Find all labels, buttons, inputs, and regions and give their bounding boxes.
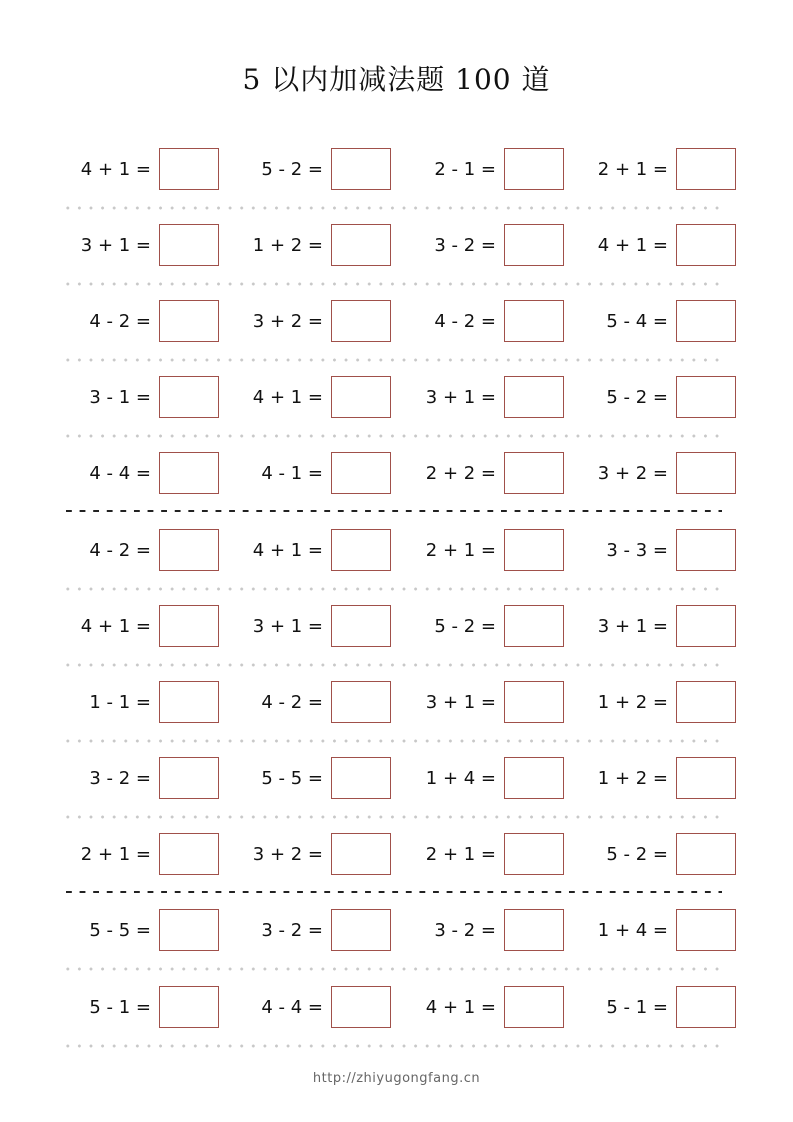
problem-item <box>414 452 564 496</box>
dotted-divider <box>62 1044 726 1048</box>
answer-box[interactable] <box>504 224 564 266</box>
problem-row <box>0 376 793 420</box>
equation-text: 5 - 2 = <box>606 387 668 408</box>
equation-text: 5 - 1 = <box>89 997 151 1018</box>
answer-box[interactable] <box>504 452 564 494</box>
equation-text: 1 - 1 = <box>89 692 151 713</box>
answer-box[interactable] <box>331 376 391 418</box>
problem-item <box>414 529 564 573</box>
problem-item <box>69 452 219 496</box>
answer-box[interactable] <box>676 529 736 571</box>
dashed-divider <box>66 510 722 512</box>
problem-item <box>414 909 564 953</box>
problem-item <box>69 605 219 649</box>
equation-text: 4 + 1 = <box>252 540 323 561</box>
dotted-divider <box>62 434 726 438</box>
equation-text: 4 - 1 = <box>261 463 323 484</box>
equation-text: 1 + 4 = <box>425 768 496 789</box>
problem-row <box>0 224 793 268</box>
problem-item <box>414 833 564 877</box>
problem-item <box>414 757 564 801</box>
equation-text: 3 - 2 = <box>434 920 496 941</box>
problem-item <box>586 224 736 268</box>
problem-item <box>69 986 219 1030</box>
problem-item <box>69 224 219 268</box>
equation-text: 3 - 2 = <box>89 768 151 789</box>
problem-item <box>586 986 736 1030</box>
problem-row <box>0 529 793 573</box>
equation-text: 1 + 2 = <box>597 692 668 713</box>
answer-box[interactable] <box>331 681 391 723</box>
answer-box[interactable] <box>159 148 219 190</box>
answer-box[interactable] <box>331 452 391 494</box>
equation-text: 1 + 4 = <box>597 920 668 941</box>
equation-text: 2 + 1 = <box>425 844 496 865</box>
answer-box[interactable] <box>504 529 564 571</box>
answer-box[interactable] <box>159 529 219 571</box>
equation-text: 4 - 4 = <box>89 463 151 484</box>
answer-box[interactable] <box>159 452 219 494</box>
answer-box[interactable] <box>159 909 219 951</box>
problem-item <box>586 452 736 496</box>
answer-box[interactable] <box>676 148 736 190</box>
problem-item <box>69 300 219 344</box>
answer-box[interactable] <box>159 605 219 647</box>
problem-item <box>414 224 564 268</box>
equation-text: 1 + 2 = <box>252 235 323 256</box>
problem-item <box>241 376 391 420</box>
answer-box[interactable] <box>676 833 736 875</box>
equation-text: 4 + 1 = <box>80 616 151 637</box>
answer-box[interactable] <box>504 986 564 1028</box>
answer-box[interactable] <box>331 909 391 951</box>
problem-item <box>586 605 736 649</box>
answer-box[interactable] <box>676 300 736 342</box>
problem-item <box>414 300 564 344</box>
problem-item <box>414 605 564 649</box>
answer-box[interactable] <box>504 833 564 875</box>
problem-item <box>241 605 391 649</box>
equation-text: 3 + 2 = <box>252 311 323 332</box>
dotted-divider <box>62 739 726 743</box>
answer-box[interactable] <box>331 605 391 647</box>
problem-item <box>69 757 219 801</box>
problem-item <box>241 681 391 725</box>
problem-row <box>0 148 793 192</box>
answer-box[interactable] <box>159 681 219 723</box>
equation-text: 3 + 1 = <box>80 235 151 256</box>
equation-text: 4 - 2 = <box>261 692 323 713</box>
equation-text: 5 - 2 = <box>261 159 323 180</box>
answer-box[interactable] <box>504 376 564 418</box>
problem-item <box>414 681 564 725</box>
answer-box[interactable] <box>159 986 219 1028</box>
dotted-divider <box>62 815 726 819</box>
answer-box[interactable] <box>504 300 564 342</box>
equation-text: 4 - 2 = <box>89 311 151 332</box>
equation-text: 5 - 2 = <box>434 616 496 637</box>
answer-box[interactable] <box>159 757 219 799</box>
equation-text: 4 - 2 = <box>89 540 151 561</box>
problem-row <box>0 757 793 801</box>
equation-text: 3 + 2 = <box>597 463 668 484</box>
problem-item <box>414 986 564 1030</box>
answer-box[interactable] <box>504 757 564 799</box>
equation-text: 2 + 1 = <box>597 159 668 180</box>
equation-text: 4 + 1 = <box>252 387 323 408</box>
answer-box[interactable] <box>159 376 219 418</box>
equation-text: 3 - 2 = <box>261 920 323 941</box>
problem-item <box>241 909 391 953</box>
problem-item <box>69 681 219 725</box>
equation-text: 3 + 1 = <box>597 616 668 637</box>
equation-text: 4 + 1 = <box>425 997 496 1018</box>
problem-item <box>69 376 219 420</box>
equation-text: 2 + 2 = <box>425 463 496 484</box>
answer-box[interactable] <box>504 148 564 190</box>
answer-box[interactable] <box>331 224 391 266</box>
equation-text: 3 + 1 = <box>425 387 496 408</box>
equation-text: 3 - 3 = <box>606 540 668 561</box>
answer-box[interactable] <box>676 605 736 647</box>
equation-text: 4 - 2 = <box>434 311 496 332</box>
equation-text: 3 + 1 = <box>425 692 496 713</box>
dashed-divider <box>66 891 722 893</box>
problem-item <box>241 452 391 496</box>
answer-box[interactable] <box>676 986 736 1028</box>
answer-box[interactable] <box>331 529 391 571</box>
problem-item <box>414 376 564 420</box>
equation-text: 4 - 4 = <box>261 997 323 1018</box>
dotted-divider <box>62 206 726 210</box>
equation-text: 3 + 2 = <box>252 844 323 865</box>
equation-text: 2 + 1 = <box>80 844 151 865</box>
answer-box[interactable] <box>504 909 564 951</box>
answer-box[interactable] <box>159 300 219 342</box>
problem-item <box>586 529 736 573</box>
problem-item <box>241 986 391 1030</box>
problem-item <box>586 300 736 344</box>
page-title: 5 以内加减法题 100 道 <box>242 63 551 96</box>
dotted-divider <box>62 663 726 667</box>
equation-text: 3 - 2 = <box>434 235 496 256</box>
problem-row <box>0 300 793 344</box>
problem-row <box>0 605 793 649</box>
equation-text: 3 + 1 = <box>252 616 323 637</box>
equation-text: 5 - 1 = <box>606 997 668 1018</box>
answer-box[interactable] <box>676 376 736 418</box>
equation-text: 2 + 1 = <box>425 540 496 561</box>
problem-item <box>69 833 219 877</box>
problem-item <box>586 681 736 725</box>
equation-text: 3 - 1 = <box>89 387 151 408</box>
equation-text: 4 + 1 = <box>597 235 668 256</box>
answer-box[interactable] <box>331 833 391 875</box>
equation-text: 5 - 5 = <box>261 768 323 789</box>
problem-item <box>586 909 736 953</box>
problem-item <box>241 148 391 192</box>
problem-item <box>241 300 391 344</box>
problem-item <box>586 833 736 877</box>
problem-item <box>586 376 736 420</box>
dotted-divider <box>62 967 726 971</box>
answer-box[interactable] <box>331 148 391 190</box>
answer-box[interactable] <box>676 224 736 266</box>
problem-item <box>69 529 219 573</box>
answer-box[interactable] <box>504 605 564 647</box>
equation-text: 5 - 5 = <box>89 920 151 941</box>
equation-text: 4 + 1 = <box>80 159 151 180</box>
equation-text: 1 + 2 = <box>597 768 668 789</box>
problem-item <box>241 757 391 801</box>
footer-url: http://zhiyugongfang.cn <box>312 1071 481 1086</box>
equation-text: 5 - 2 = <box>606 844 668 865</box>
problem-row <box>0 986 793 1030</box>
answer-box[interactable] <box>159 833 219 875</box>
equation-text: 5 - 4 = <box>606 311 668 332</box>
answer-box[interactable] <box>676 757 736 799</box>
problem-item <box>414 148 564 192</box>
problem-row <box>0 452 793 496</box>
problem-item <box>241 833 391 877</box>
answer-box[interactable] <box>676 909 736 951</box>
answer-box[interactable] <box>331 757 391 799</box>
answer-box[interactable] <box>331 300 391 342</box>
answer-box[interactable] <box>504 681 564 723</box>
answer-box[interactable] <box>676 452 736 494</box>
answer-box[interactable] <box>331 986 391 1028</box>
problem-row <box>0 681 793 725</box>
problem-item <box>241 224 391 268</box>
dotted-divider <box>62 587 726 591</box>
problem-row <box>0 833 793 877</box>
problem-row <box>0 909 793 953</box>
dotted-divider <box>62 358 726 362</box>
equation-text: 2 - 1 = <box>434 159 496 180</box>
answer-box[interactable] <box>676 681 736 723</box>
problem-item <box>69 148 219 192</box>
problem-item <box>586 757 736 801</box>
dotted-divider <box>62 282 726 286</box>
problem-item <box>69 909 219 953</box>
problem-item <box>241 529 391 573</box>
problem-item <box>586 148 736 192</box>
answer-box[interactable] <box>159 224 219 266</box>
